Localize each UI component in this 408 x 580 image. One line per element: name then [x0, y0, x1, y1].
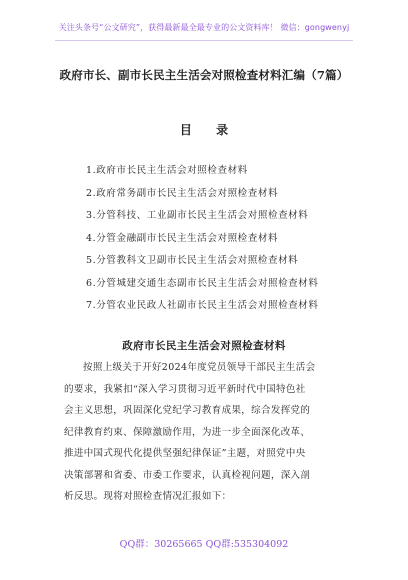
- body-line: 会主义思想，巩固深化党纪学习教育成果，综合发挥党的: [64, 405, 311, 416]
- body-line: 推进中国式现代化提供坚强纪律保证”主题，对照党中央: [64, 448, 306, 459]
- body-paragraph: [64, 357, 346, 508]
- footer-contact: QQ群：30265665 QQ群:535304092: [119, 539, 289, 550]
- toc-item: 6.分管城建交通生态副市长民主生活会对照检查材料: [86, 277, 319, 289]
- toc-item: 5.分管教科文卫副市长民主生活会对照检查材料: [86, 255, 299, 266]
- body-line: 决策部署和省委、市委工作要求，认真检视问题，深入剖: [64, 469, 311, 481]
- toc-item: 1.政府市长民主生活会对照检查材料: [86, 165, 248, 176]
- header-banner: 关注头条号“公文研究”，获得最新最全最专业的公文资料库！ 微信：gongwenyj: [58, 23, 350, 32]
- document-title: 政府市长、副市长民主生活会对照检查材料汇编（7篇）: [59, 68, 349, 82]
- toc-item: 7.分管农业民政人社副市长民主生活会对照检查材料: [86, 300, 319, 311]
- toc-item: 2.政府常务副市长民主生活会对照检查材料: [86, 187, 279, 199]
- table-of-contents: [86, 160, 318, 318]
- body-line: 按照上级关于开好2024年度党员领导干部民主生活会: [83, 362, 316, 373]
- section-title: 政府市长民主生活会对照检查材料: [122, 340, 286, 352]
- body-line: 纪律教育约束、保障激励作用，为进一步全面深化改革、: [64, 426, 311, 438]
- toc-item: 3.分管科技、工业副市长民主生活会对照检查材料: [86, 210, 309, 221]
- body-line: 的要求，我紧扣“深入学习贯彻习近平新时代中国特色社: [64, 383, 306, 395]
- header-divider: [55, 40, 353, 41]
- body-line: 析反思。现将对照检查情况汇报如下：: [64, 491, 232, 502]
- toc-heading: 目 录: [179, 123, 239, 137]
- toc-item: 4.分管金融副市长民主生活会对照检查材料: [86, 232, 279, 244]
